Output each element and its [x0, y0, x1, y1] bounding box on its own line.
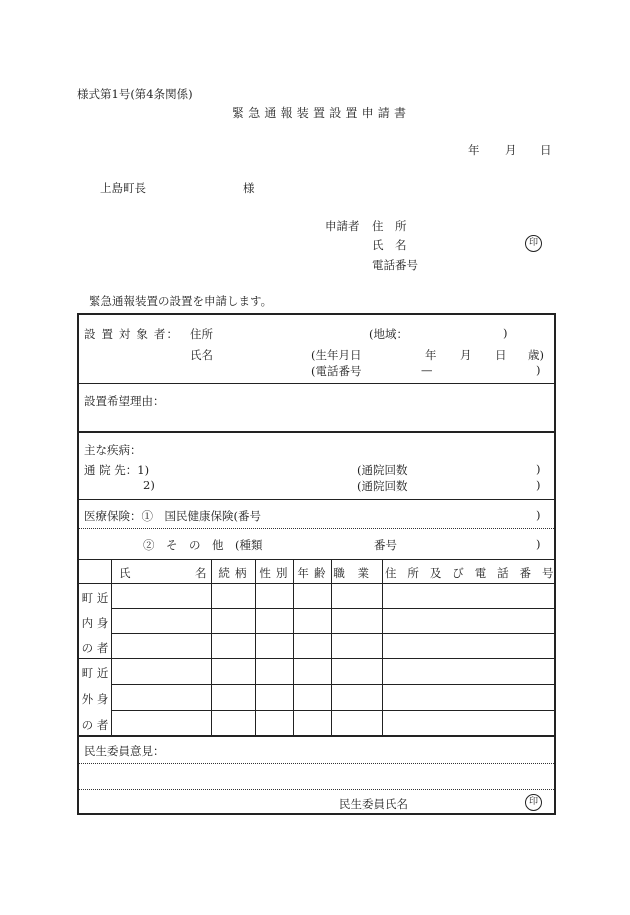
- birth-day: 日: [495, 348, 507, 362]
- header-relationship: 続柄: [218, 566, 252, 580]
- inside-town-label-1: 町 近: [81, 591, 109, 605]
- header-address-phone: 住所及び電話番号: [385, 566, 565, 580]
- form-number: 様式第1号(第4条関係): [77, 87, 193, 101]
- header-gender: 性別: [259, 566, 293, 580]
- date-year: 年: [468, 143, 480, 157]
- birth-label: (生年月日: [311, 348, 362, 362]
- date-month: 月: [505, 143, 517, 157]
- header-name-1: 氏: [119, 566, 131, 580]
- hospital-label: 通 院 先：1): [84, 463, 150, 477]
- hospital-2-label: 2): [143, 478, 155, 492]
- visit-count-1: (通院回数: [357, 463, 408, 477]
- applicant-name-label: 氏 名: [372, 238, 407, 252]
- request-text: 緊急通報装置の設置を申請します。: [89, 294, 273, 308]
- applicant-seal: 印: [525, 235, 542, 252]
- applicant-phone-label: 電話番号: [372, 258, 418, 272]
- visit-count-1-close: ): [536, 462, 541, 476]
- other-insurance-number: 番号: [374, 538, 397, 552]
- outside-town-label-2: 外 身: [81, 692, 109, 706]
- region-close: ): [503, 326, 508, 340]
- visit-count-2: (通院回数: [357, 479, 408, 493]
- commissioner-name-label: 民生委員氏名: [339, 797, 408, 811]
- applicant-address-label: 住 所: [372, 219, 407, 233]
- insurance-close: ): [536, 508, 541, 522]
- phone-label: (電話番号: [311, 364, 362, 378]
- age-label: 歳): [528, 348, 544, 362]
- phone-close: ): [536, 363, 541, 377]
- header-age: 年齢: [297, 566, 331, 580]
- other-insurance-label: ② そ の 他 (種類: [143, 538, 263, 552]
- reason-label: 設置希望理由：: [84, 394, 165, 408]
- honorific: 様: [243, 181, 255, 195]
- header-name-2: 名: [195, 566, 207, 580]
- phone-dash: —: [421, 363, 433, 377]
- other-insurance-close: ): [536, 537, 541, 551]
- addressee: 上島町長: [100, 181, 146, 195]
- outside-town-label-3: の 者: [81, 718, 109, 732]
- birth-month: 月: [460, 348, 472, 362]
- disease-label: 主な疾病：: [84, 443, 142, 457]
- inside-town-label-3: の 者: [81, 641, 109, 655]
- commissioner-opinion-label: 民生委員意見：: [84, 744, 165, 758]
- region-label: (地域：: [369, 327, 408, 341]
- birth-year: 年: [425, 348, 437, 362]
- application-form: [77, 313, 565, 815]
- commissioner-seal: 印: [525, 794, 542, 811]
- visit-count-2-close: ): [536, 478, 541, 492]
- target-person-label: 設 置 対 象 者：: [84, 327, 180, 341]
- header-occupation: 職業: [333, 566, 382, 580]
- insurance-label: 医療保険：① 国民健康保険(番号: [84, 509, 261, 523]
- name-label: 氏名: [190, 348, 213, 362]
- document-title: 緊急通報装置設置申請書: [232, 106, 411, 120]
- applicant-label: 申請者: [325, 219, 360, 233]
- outside-town-label-1: 町 近: [81, 666, 109, 680]
- address-label: 住所: [190, 327, 213, 341]
- inside-town-label-2: 内 身: [81, 616, 109, 630]
- date-day: 日: [540, 143, 552, 157]
